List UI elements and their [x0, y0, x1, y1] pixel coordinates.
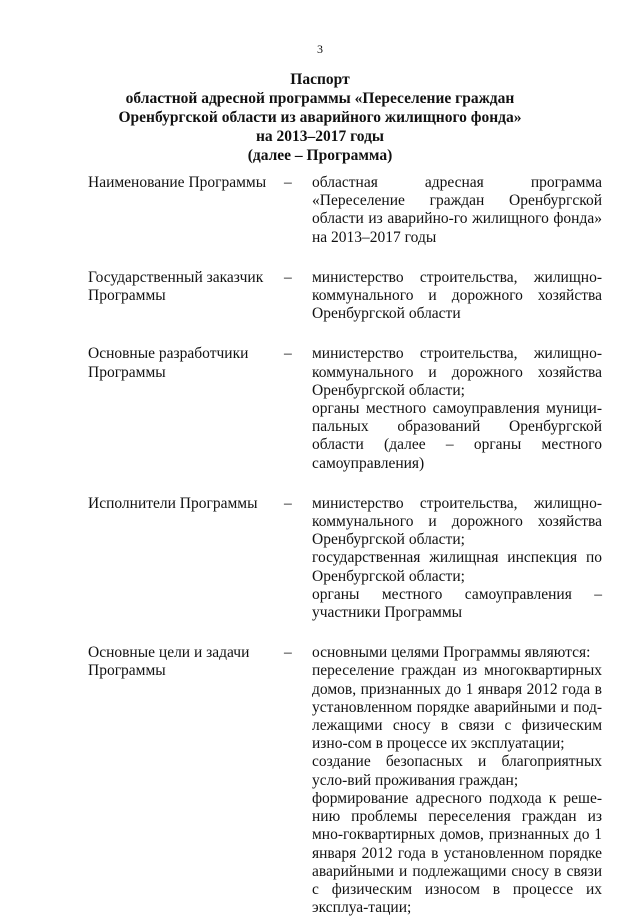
passport-row-customer: [88, 269, 608, 324]
passport-row-name: [88, 174, 608, 247]
row-paragraph: формирование адресного подхода к реше-нию проблемы переселения граждан из мно-гоквартирных домов, признанных до 1 января 2012 года в установленном порядке аварийными и подлежащими сносу в связи с физическим износом в процессе их эксплуа-тации;: [312, 789, 602, 917]
row-paragraph: министерство строительства, жилищно-коммунального и дорожного хозяйства Оренбургской области;: [312, 345, 602, 399]
row-value: [312, 345, 602, 472]
title-line-1: Паспорт: [290, 71, 350, 88]
row-paragraph: областная адресная программа «Переселение граждан Оренбургской области из аварийно-го жилищного фонда» на 2013–2017 годы: [312, 174, 602, 246]
row-label: Наименование Программы: [88, 174, 267, 191]
row-value: [312, 495, 602, 622]
row-paragraph: министерство строительства, жилищно-коммунального и дорожного хозяйства Оренбургской области: [312, 268, 602, 323]
title-line-2: областной адресной программы «Переселение граждан: [125, 90, 515, 107]
row-label: Государственный заказчик Программы: [88, 268, 264, 305]
row-paragraph: органы местного самоуправления муници-пальных образований Оренбургской области (далее – органы местного самоуправления): [312, 400, 602, 472]
row-label: Исполнители Программы: [88, 494, 258, 512]
row-paragraph: министерство строительства, жилищно-коммунального и дорожного хозяйства Оренбургской области;: [312, 494, 602, 549]
document-title: [60, 70, 580, 165]
row-paragraph: переселение граждан из многоквартирных домов, признанных до 1 января 2012 года в установленном порядке аварийными и под-лежащими сносу в связи с физическим изно-сом в процессе их эксплуатации;: [312, 662, 602, 753]
row-value: [312, 644, 602, 917]
row-dash: –: [284, 268, 292, 286]
row-paragraph: государственная жилищная инспекция по Оренбургской области;: [312, 549, 602, 585]
page-number: 3: [317, 42, 323, 56]
passport-table: [88, 174, 608, 917]
row-dash: –: [284, 644, 292, 662]
row-paragraph: органы местного самоуправления – участники Программы: [312, 585, 602, 622]
passport-row-executors: [88, 495, 608, 622]
row-paragraph: создание безопасных и благоприятных усло-вий проживания граждан;: [312, 753, 602, 789]
row-dash: –: [284, 494, 292, 512]
passport-row-developers: [88, 345, 608, 472]
row-value: [312, 269, 602, 324]
row-dash: –: [284, 345, 292, 363]
title-line-5: (далее – Программа): [247, 147, 393, 164]
passport-row-goals: [88, 644, 608, 917]
row-paragraph: основными целями Программы являются:: [312, 644, 591, 662]
row-label: Основные разработчики Программы: [88, 345, 249, 381]
row-dash: –: [284, 174, 292, 191]
row-label: Основные цели и задачи Программы: [88, 644, 250, 680]
title-line-4: на 2013–2017 годы: [255, 128, 385, 145]
title-line-3: Оренбургской области из аварийного жилищного фонда»: [118, 109, 522, 126]
row-value: [312, 174, 602, 247]
